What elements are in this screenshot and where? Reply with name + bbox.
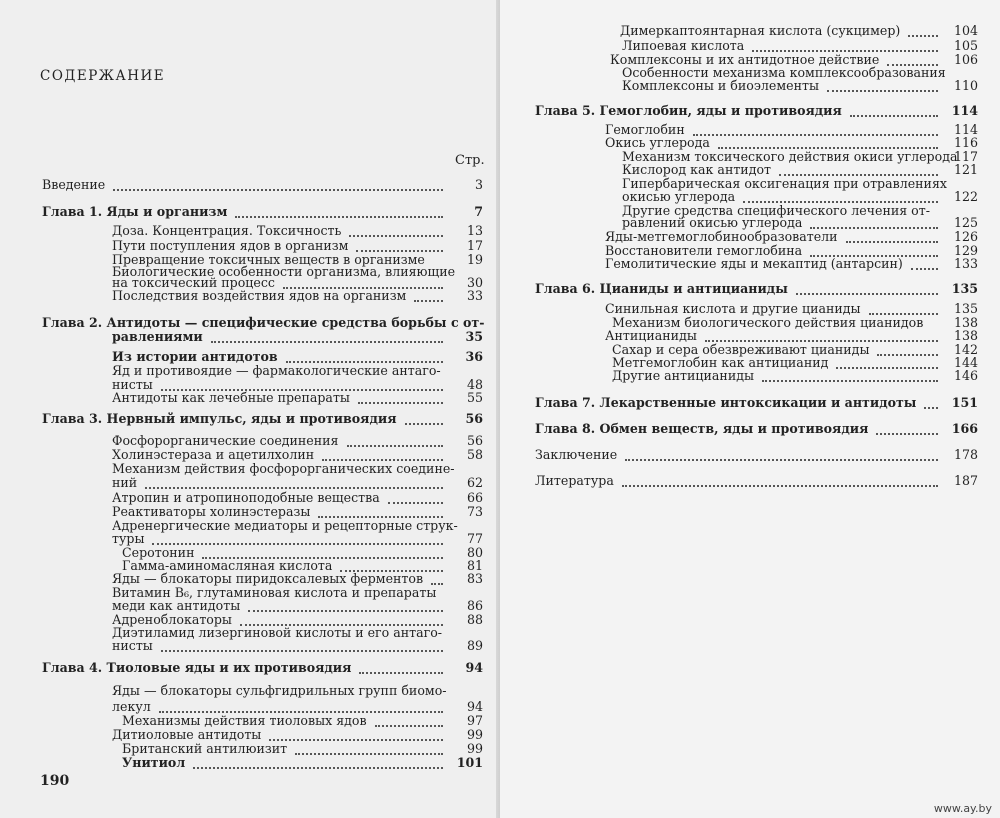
toc-entry-title: Серотонин	[122, 545, 195, 560]
toc-entry	[0, 178, 500, 194]
dot-leader	[827, 90, 938, 92]
toc-entry-title: Синильная кислота и другие цианиды	[605, 301, 861, 316]
toc-entry-title: Комплексоны и биоэлементы	[622, 78, 819, 93]
toc-entry-page: 55	[466, 390, 483, 405]
toc-entry-page: 19	[466, 252, 483, 267]
toc-entry-title: Метгемоглобин как антицианид	[612, 355, 829, 370]
toc-entry	[0, 330, 500, 346]
toc-entry-title: Механизм действия фосфорорганических соедине-	[112, 461, 455, 476]
toc-entry-title: Особенности механизма комплексообразования	[622, 65, 946, 80]
toc-entry-page: 7	[474, 204, 483, 219]
toc-entry-page: 135	[953, 301, 978, 316]
dot-leader	[375, 725, 443, 727]
toc-entry-page: 83	[466, 571, 483, 586]
toc-entry-title: Литература	[535, 473, 614, 488]
toc-entry	[500, 282, 1000, 298]
toc-entry-title: Гемоглобин	[605, 122, 685, 137]
toc-entry-title: Холинэстераза и ацетилхолин	[112, 447, 315, 462]
toc-entry-title: Атропин и атропиноподобные вещества	[112, 490, 380, 505]
toc-entry-title: Витамин B₆, глутаминовая кислота и препараты	[112, 585, 437, 600]
toc-entry-title: Липоевая кислота	[622, 38, 745, 53]
toc-entry-page: 135	[951, 281, 978, 296]
toc-entry-page: 17	[466, 238, 483, 253]
toc-entry-title: Гипербарическая оксигенация при отравлениях	[622, 176, 947, 191]
toc-entry-page: 101	[456, 755, 483, 770]
toc-entry-title: Глава 1. Яды и организм	[42, 204, 228, 219]
toc-entry-page: 142	[953, 342, 978, 357]
toc-entry	[500, 448, 1000, 464]
toc-entry-page: 187	[953, 473, 978, 488]
toc-entry-title: Глава 3. Нервный импульс, яды и противоядия	[42, 411, 397, 426]
toc-entry-page: 94	[466, 699, 483, 714]
toc-entry-title: равлений окисью углерода	[622, 215, 803, 230]
dot-leader	[796, 293, 938, 295]
toc-entry-page: 48	[466, 377, 483, 392]
toc-entry	[0, 756, 500, 772]
toc-entry-page: 105	[953, 38, 978, 53]
dot-leader	[762, 380, 938, 382]
toc-entry-title: Адренергические медиаторы и рецепторные струк-	[112, 518, 458, 533]
toc-entry-page: 56	[465, 411, 483, 426]
dot-leader	[622, 485, 938, 487]
toc-entry-title: Последствия воздействия ядов на организм	[112, 288, 407, 303]
pages-column-label: Стр.	[455, 153, 485, 168]
toc-entry-title: Гамма-аминомасляная кислота	[122, 558, 333, 573]
watermark: www.ay.by	[933, 802, 992, 815]
toc-entry-page: 166	[951, 421, 978, 436]
toc-entry-title: Глава 4. Тиоловые яды и их противоядия	[42, 660, 352, 675]
toc-entry-title: Яды — блокаторы пиридоксалевых ферментов	[112, 571, 424, 586]
toc-entry-page: 56	[466, 433, 483, 448]
toc-entry-title: Комплексоны и их антидотное действие	[610, 52, 880, 67]
toc-entry-page: 122	[953, 189, 978, 204]
page-number: 190	[40, 773, 70, 789]
toc-entry	[500, 396, 1000, 412]
toc-entry-title: Димеркаптоянтарная кислота (сукцимер)	[620, 23, 901, 38]
dot-leader	[876, 433, 938, 435]
toc-entry	[0, 391, 500, 407]
toc-entry-page: 33	[466, 288, 483, 303]
toc-entry-title: Введение	[42, 177, 106, 192]
dot-leader	[349, 235, 443, 237]
toc-entry-title: равлениями	[112, 329, 203, 344]
toc-entry-page: 89	[466, 638, 483, 653]
toc-entry-page: 99	[466, 727, 483, 742]
toc-entry-page: 151	[951, 395, 978, 410]
toc-entry-page: 58	[466, 447, 483, 462]
toc-entry	[500, 257, 1000, 273]
toc-entry-title: меди как антидоты	[112, 598, 241, 613]
toc-entry-title: Глава 7. Лекарственные интоксикации и антидоты	[535, 395, 917, 410]
toc-entry	[0, 639, 500, 655]
toc-entry-page: 94	[465, 660, 483, 675]
dot-leader	[908, 35, 938, 37]
toc-entry-page: 73	[466, 504, 483, 519]
dot-leader	[347, 445, 443, 447]
toc-entry	[0, 205, 500, 221]
toc-entry-page: 99	[466, 741, 483, 756]
toc-entry-title: Восстановители гемоглобина	[605, 243, 803, 258]
toc-entry-title: Заключение	[535, 447, 618, 462]
toc-entry-page: 97	[466, 713, 483, 728]
dot-leader	[924, 407, 938, 409]
toc-entry-title: Антицианиды	[605, 328, 697, 343]
toc-entry-title: Британский антилюизит	[122, 741, 288, 756]
toc-entry-title: ний	[112, 475, 138, 490]
toc-entry-page: 129	[953, 243, 978, 258]
toc-entry-title: Унитиол	[122, 755, 186, 770]
dot-leader	[152, 543, 443, 545]
contents-heading: СОДЕРЖАНИЕ	[40, 68, 166, 84]
dot-leader	[414, 300, 443, 302]
toc-entry	[500, 369, 1000, 385]
toc-entry-page: 80	[466, 545, 483, 560]
toc-entry-page: 88	[466, 612, 483, 627]
toc-entry-page: 116	[953, 135, 978, 150]
toc-entry-title: Механизм токсического действия окиси углерода	[622, 149, 958, 164]
toc-entry	[0, 412, 500, 428]
toc-entry-page: 104	[953, 23, 978, 38]
toc-entry	[0, 289, 500, 305]
toc-entry-title: Пути поступления ядов в организм	[112, 238, 349, 253]
toc-entry-page: 77	[466, 531, 483, 546]
dot-leader	[145, 487, 443, 489]
dot-leader	[405, 423, 443, 425]
toc-entry-title: окисью углерода	[622, 189, 736, 204]
toc-entry-page: 144	[953, 355, 978, 370]
toc-entry-page: 114	[951, 103, 978, 118]
toc-entry-page: 106	[953, 52, 978, 67]
right-page	[500, 0, 1000, 818]
dot-leader	[295, 753, 443, 755]
toc-entry-title: Яды-метгемоглобинообразователи	[605, 229, 838, 244]
toc-entry-title: Из истории антидотов	[112, 349, 278, 364]
toc-entry	[500, 24, 1000, 40]
toc-entry-page: 81	[466, 558, 483, 573]
dot-leader	[846, 241, 938, 243]
dot-leader	[193, 767, 443, 769]
toc-entry-title: Биологические особенности организма, влияющие	[112, 264, 456, 279]
toc-entry-title: Глава 2. Антидоты — специфические средства борьбы с от-	[42, 315, 485, 330]
dot-leader	[625, 459, 938, 461]
toc-entry-page: 86	[466, 598, 483, 613]
toc-entry-title: нисты	[112, 377, 153, 392]
toc-entry-page: 3	[474, 177, 483, 192]
toc-entry-title: Кислород как антидот	[622, 162, 771, 177]
toc-entry-title: Глава 6. Цианиды и антицианиды	[535, 281, 788, 296]
toc-entry-page: 114	[953, 122, 978, 137]
toc-entry-page: 126	[953, 229, 978, 244]
toc-entry-title: Глава 8. Обмен веществ, яды и противоядия	[535, 421, 869, 436]
toc-entry-page: 138	[953, 328, 978, 343]
toc-entry-page: 138	[953, 315, 978, 330]
toc-entry-title: Диэтиламид лизергиновой кислоты и его антаго-	[112, 625, 443, 640]
toc-entry-page: 13	[466, 223, 483, 238]
toc-entry-page: 110	[953, 78, 978, 93]
dot-leader	[113, 189, 443, 191]
toc-entry-title: Механизмы действия тиоловых ядов	[122, 713, 367, 728]
toc-entry	[500, 79, 1000, 95]
toc-entry-title: Дитиоловые антидоты	[112, 727, 262, 742]
toc-entry-title: нисты	[112, 638, 153, 653]
dot-leader	[248, 610, 443, 612]
dot-leader	[388, 502, 443, 504]
toc-entry-title: туры	[112, 531, 145, 546]
toc-entry-title: лекул	[112, 699, 151, 714]
toc-entry-title: Гемолитические яды и мекаптид (антарсин)	[605, 256, 903, 271]
toc-entry-page: 121	[953, 162, 978, 177]
toc-entry-title: Адреноблокаторы	[112, 612, 232, 627]
toc-entry-page: 30	[466, 275, 483, 290]
toc-entry	[0, 684, 500, 700]
toc-entry-title: Фосфорорганические соединения	[112, 433, 339, 448]
toc-entry-page: 133	[953, 256, 978, 271]
toc-entry-page: 66	[466, 490, 483, 505]
toc-entry-title: Яды — блокаторы сульфгидрильных групп биомо-	[112, 683, 447, 698]
toc-entry-title: Сахар и сера обезвреживают цианиды	[612, 342, 870, 357]
toc-entry	[0, 661, 500, 677]
toc-entry-page: 125	[953, 215, 978, 230]
toc-entry	[500, 422, 1000, 438]
toc-entry	[500, 104, 1000, 120]
toc-entry-page: 146	[953, 368, 978, 383]
toc-entry-page: 62	[466, 475, 483, 490]
toc-entry-title: Окись углерода	[605, 135, 710, 150]
toc-entry-title: Другие антицианиды	[612, 368, 754, 383]
toc-entry-page: 36	[465, 349, 483, 364]
toc-entry-page: 178	[953, 447, 978, 462]
dot-leader	[235, 216, 443, 218]
toc-entry-title: Глава 5. Гемоглобин, яды и противоядия	[535, 103, 842, 118]
toc-entry-title: Антидоты как лечебные препараты	[112, 390, 350, 405]
dot-leader	[911, 268, 938, 270]
toc-entry-title: Реактиваторы холинэстеразы	[112, 504, 311, 519]
dot-leader	[269, 739, 443, 741]
dot-leader	[211, 341, 443, 343]
dot-leader	[850, 115, 938, 117]
toc-entry-page: 117	[953, 149, 978, 164]
toc-entry	[500, 474, 1000, 490]
dot-leader	[358, 402, 443, 404]
toc-entry-title: Превращение токсичных веществ в организме	[112, 252, 425, 267]
toc-entry-title: Доза. Концентрация. Токсичность	[112, 223, 342, 238]
dot-leader	[359, 672, 443, 674]
dot-leader	[161, 650, 443, 652]
toc-entry-page: 35	[465, 329, 483, 344]
toc-entry-title: на токсический процесс	[112, 275, 275, 290]
toc-entry-title: Другие средства специфического лечения от-	[622, 203, 930, 218]
toc-entry-title: Яд и противоядие — фармакологические антаго-	[112, 363, 441, 378]
toc-entry-title: Механизм биологического действия цианидов	[612, 315, 924, 330]
